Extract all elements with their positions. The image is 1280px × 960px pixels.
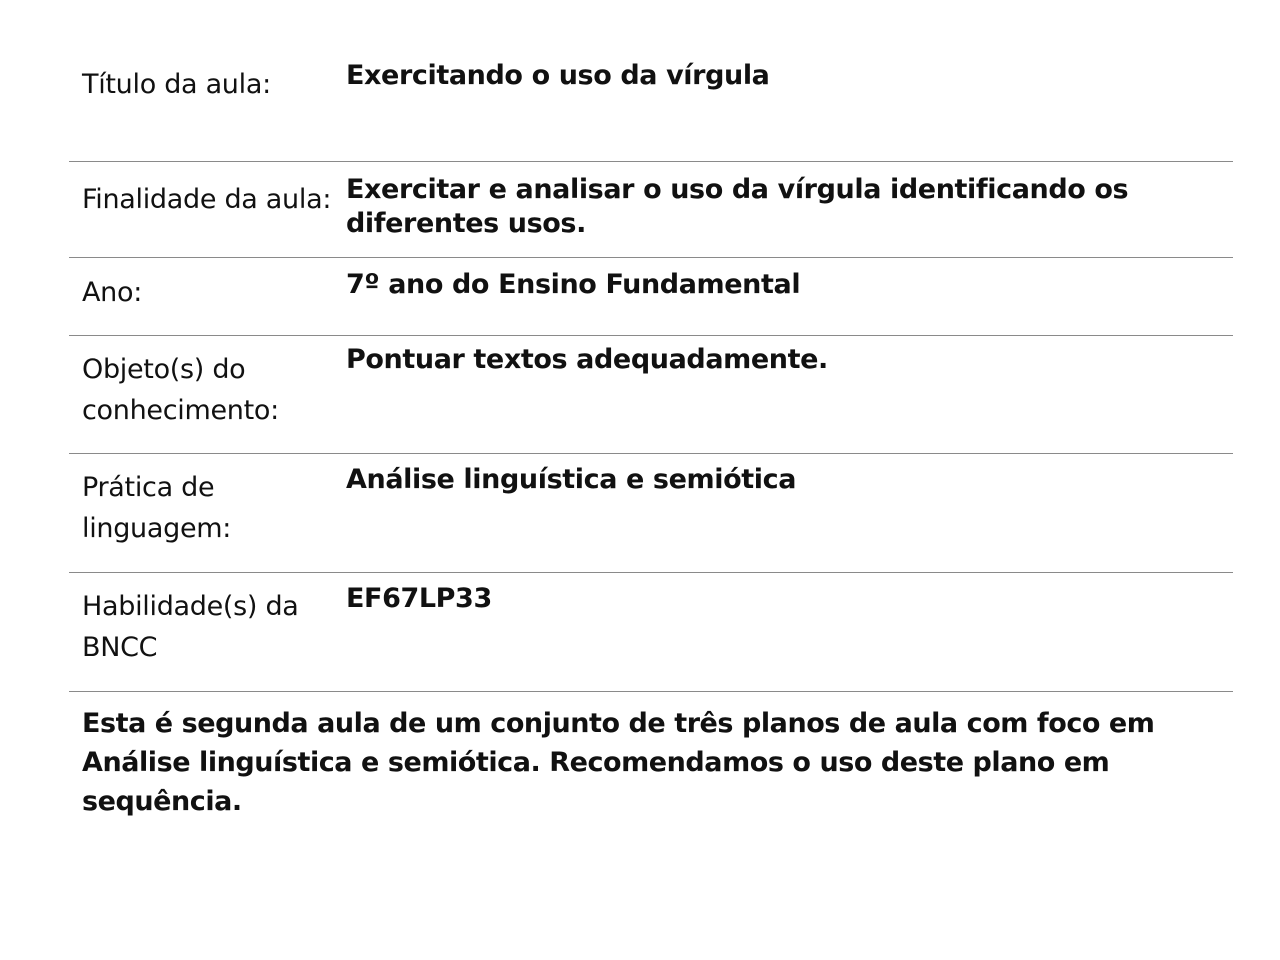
row-language-practice [69, 454, 1233, 573]
row-lesson-purpose [69, 162, 1233, 258]
knowledge-objects-value: Pontuar textos adequadamente. [346, 344, 828, 375]
row-lesson-title [69, 0, 1233, 162]
language-practice-label: Prática de linguagem: [82, 472, 232, 544]
school-year-label: Ano: [82, 277, 142, 308]
lesson-title-value: Exercitando o uso da vírgula [346, 60, 770, 91]
bncc-skills-label: Habilidade(s) da BNCC [82, 591, 299, 663]
lesson-purpose-value: Exercitar e analisar o uso da vírgula identificando os diferentes usos. [346, 174, 1129, 239]
sequence-note: Esta é segunda aula de um conjunto de três planos de aula com foco em Análise linguística e semiótica. Recomendamos o uso deste plano em sequência. [82, 708, 1155, 817]
lesson-title-label: Título da aula: [82, 69, 271, 100]
school-year-value: 7º ano do Ensino Fundamental [346, 269, 801, 300]
language-practice-value: Análise linguística e semiótica [346, 464, 797, 495]
knowledge-objects-label: Objeto(s) do conhecimento: [82, 354, 279, 426]
bncc-skills-value: EF67LP33 [346, 583, 492, 614]
lesson-purpose-label: Finalidade da aula: [82, 184, 332, 215]
lesson-info-sheet [69, 0, 1233, 821]
row-knowledge-objects [69, 336, 1233, 454]
row-bncc-skills [69, 573, 1233, 692]
row-school-year [69, 258, 1233, 336]
